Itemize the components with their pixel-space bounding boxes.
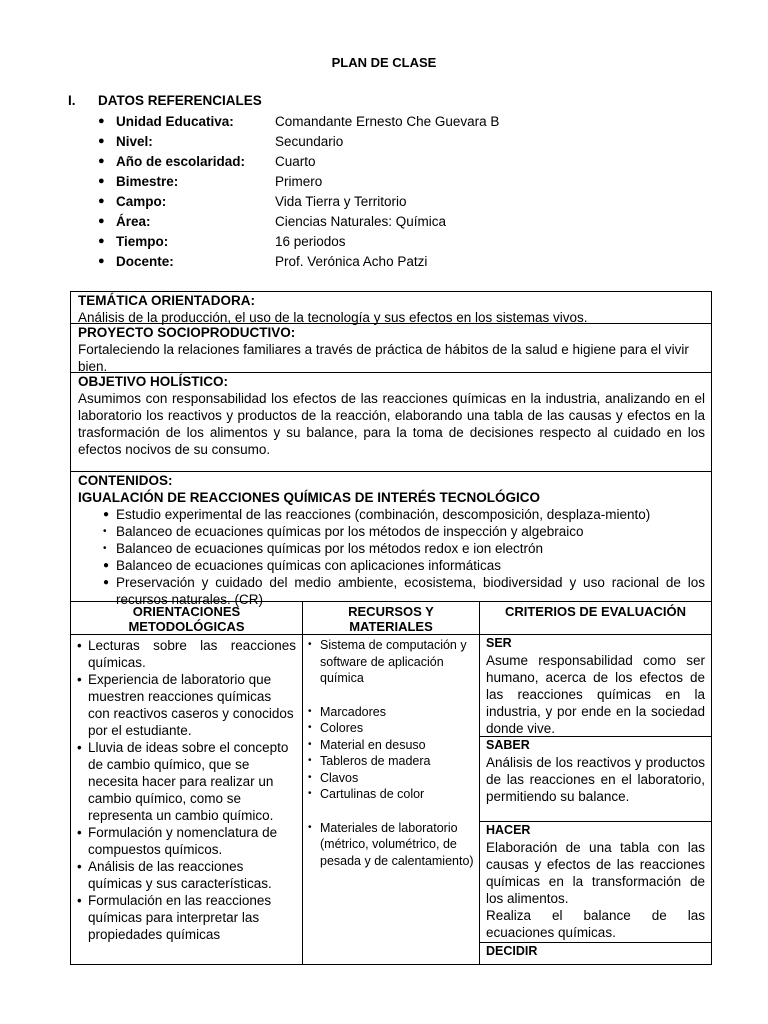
spacer: [308, 687, 475, 704]
ref-value: Prof. Verónica Acho Patzi: [275, 253, 428, 269]
contenidos-subtitle: IGUALACIÓN DE REACCIONES QUÍMICAS DE INTERÉS TECNOLÓGICO: [78, 490, 541, 505]
criterio-decidir: [480, 943, 711, 962]
bullet-icon: •: [103, 526, 107, 537]
tematica-text: Análisis de la producción, el uso de la tecnología y sus efectos en los sistemas vivos.: [78, 310, 588, 325]
bullet-icon: •: [308, 771, 312, 783]
section-title: DATOS REFERENCIALES: [98, 93, 262, 108]
criterio-text: Análisis de los reactivos y productos de las reacciones en el laboratorio, permitiendo su balance.: [486, 755, 705, 804]
bullet-icon: ●: [103, 577, 110, 588]
ref-value: Secundario: [275, 133, 344, 149]
bullet-icon: ●: [103, 560, 110, 571]
bullet-icon: ●: [103, 509, 110, 520]
list-item: ● Preservación y cuidado del medio ambiente, ecosistema, biodiversidad y uso racional de los recursos naturales. (CR): [103, 575, 705, 607]
criterio-text: Asume responsabilidad como ser humano, acerca de los efectos de las reacciones químicas en la industria, y por ende en la sociedad donde vive.: [486, 653, 705, 736]
ref-item-area: [98, 211, 499, 231]
criterio-hacer: [480, 822, 711, 943]
tematica-block: [71, 292, 711, 324]
bullet-icon: ●: [98, 115, 105, 127]
section-heading: [68, 93, 262, 108]
bullet-icon: •: [77, 638, 82, 653]
datos-referenciales-list: [98, 111, 499, 271]
criterio-title: HACER: [486, 823, 531, 837]
objetivo-title: OBJETIVO HOLÍSTICO:: [78, 374, 229, 389]
ref-label: Año de escolaridad:: [116, 153, 246, 169]
criterio-saber: [480, 737, 711, 822]
bullet-icon: •: [77, 893, 82, 908]
criterio-ser: [480, 635, 711, 737]
contenidos-title: CONTENIDOS:: [78, 473, 173, 488]
orientaciones-header: ORIENTACIONES METODOLÓGICAS: [71, 602, 302, 635]
bullet-icon: •: [103, 543, 107, 554]
contenidos-block: [71, 472, 711, 607]
ref-item-docente: [98, 251, 499, 271]
list-item: • Lecturas sobre las reacciones químicas.: [77, 638, 296, 670]
ref-value: Primero: [275, 173, 323, 189]
ref-value: Ciencias Naturales: Química: [275, 213, 447, 229]
section-number: I.: [68, 93, 76, 108]
list-item: • Sistema de computación y software de aplicación química: [308, 638, 467, 685]
bullet-icon: ●: [98, 155, 105, 167]
bullet-icon: •: [308, 788, 312, 799]
list-item: • Experiencia de laboratorio que muestren reacciones químicas con reactivos caseros y conocidos por el estudiante.: [77, 672, 294, 738]
bullet-icon: •: [77, 740, 82, 755]
list-item: • Formulación en las reacciones químicas para interpretar las propiedades químicas: [77, 893, 272, 942]
page-title: PLAN DE CLASE: [331, 55, 437, 70]
orientaciones-column: [71, 602, 303, 964]
list-item: ● Estudio experimental de las reacciones (combinación, descomposición, desplaza-miento): [103, 507, 651, 522]
list-item: • Balanceo de ecuaciones químicas por los métodos de inspección y algebraico: [103, 524, 584, 539]
ref-item-nivel: [98, 131, 499, 151]
criterio-text: Realiza el balance de las ecuaciones químicas.: [486, 908, 705, 940]
list-item: ● Balanceo de ecuaciones químicas con aplicaciones informáticas: [103, 558, 501, 573]
ref-item-campo: [98, 191, 499, 211]
contenidos-list: [78, 506, 705, 608]
bullet-icon: •: [308, 722, 312, 733]
ref-value: Cuarto: [275, 153, 316, 169]
objetivo-block: [71, 373, 711, 472]
ref-item-tiempo: [98, 231, 499, 251]
spacer: [308, 803, 475, 820]
recursos-header: RECURSOS Y MATERIALES: [303, 602, 479, 635]
criterios-header: CRITERIOS DE EVALUACIÓN: [480, 602, 711, 635]
criterio-text: Elaboración de una tabla con las causas y efectos de las reacciones químicas en la transformación de los alimentos.: [486, 840, 705, 906]
bullet-icon: ●: [98, 255, 105, 267]
plan-table: [70, 291, 712, 965]
bullet-icon: ●: [98, 195, 105, 207]
bullet-icon: ●: [98, 135, 105, 147]
list-item: • Formulación y nomenclatura de compuestos químicos.: [77, 825, 278, 857]
bullet-icon: ●: [98, 175, 105, 187]
bullet-icon: •: [308, 639, 312, 650]
criterio-title: DECIDIR: [486, 944, 538, 958]
ref-label: Tiempo:: [116, 233, 169, 249]
bullet-icon: •: [308, 755, 312, 766]
proyecto-title: PROYECTO SOCIOPRODUCTIVO:: [78, 325, 296, 340]
bullet-icon: •: [308, 821, 312, 833]
list-item: • Marcadores: [308, 704, 386, 719]
list-item: • Tableros de madera: [308, 754, 431, 768]
bullet-icon: ●: [98, 215, 105, 227]
ref-item-bimestre: [98, 171, 499, 191]
criterio-title: SER: [486, 636, 512, 650]
ref-label: Docente:: [116, 253, 174, 269]
ref-value: 16 periodos: [275, 233, 346, 249]
list-item: • Lluvia de ideas sobre el concepto de cambio químico, que se necesita hacer para realizar un cambio químico, como se representa un cambio químico.: [77, 740, 289, 823]
bullet-icon: •: [77, 825, 82, 840]
proyecto-text: Fortaleciendo la relaciones familiares a través de práctica de hábitos de la salud e higiene para el vivir bien.: [78, 342, 689, 374]
orientaciones-list: [71, 635, 302, 943]
ref-label: Bimestre:: [116, 173, 179, 189]
list-item: • Materiales de laboratorio (métrico, volumétrico, de pesada y de calentamiento): [308, 820, 474, 868]
list-item: • Cartulinas de color: [308, 787, 425, 801]
list-item: • Análisis de las reacciones químicas y sus características.: [77, 859, 272, 891]
bullet-icon: •: [308, 738, 312, 750]
objetivo-text: Asumimos con responsabilidad los efectos de las reacciones químicas en la industria, analizando en el laboratorio los reactivos y productos de la reacción, elaborando una tabla de las causas y efectos en la trasformación de los alimentos y su balance, para la toma de decisiones respecto al cuidado en los efectos nocivos de su consumo.: [78, 391, 705, 457]
ref-label: Nivel:: [116, 133, 153, 149]
ref-value: Vida Tierra y Territorio: [275, 193, 407, 209]
criterio-title: SABER: [486, 738, 530, 752]
columns-row: [71, 602, 711, 964]
bullet-icon: •: [308, 705, 312, 717]
ref-label: Campo:: [116, 193, 167, 209]
list-item: • Colores: [308, 721, 364, 735]
bullet-icon: •: [77, 672, 82, 687]
list-item: • Clavos: [308, 770, 359, 785]
list-item: • Balanceo de ecuaciones químicas por los métodos redox e ion electrón: [103, 541, 544, 556]
criterios-column: [480, 602, 711, 964]
ref-item-anio: [98, 151, 499, 171]
recursos-column: [303, 602, 480, 964]
bullet-icon: •: [77, 859, 82, 874]
list-item: • Material en desuso: [308, 737, 426, 752]
recursos-list: [303, 635, 479, 869]
ref-label: Área:: [116, 213, 151, 229]
ref-value: Comandante Ernesto Che Guevara B: [275, 113, 500, 129]
ref-item-unidad: [98, 111, 499, 131]
tematica-title: TEMÁTICA ORIENTADORA:: [78, 293, 255, 308]
proyecto-block: [71, 324, 711, 373]
bullet-icon: ●: [98, 235, 105, 247]
ref-label: Unidad Educativa:: [116, 113, 234, 129]
